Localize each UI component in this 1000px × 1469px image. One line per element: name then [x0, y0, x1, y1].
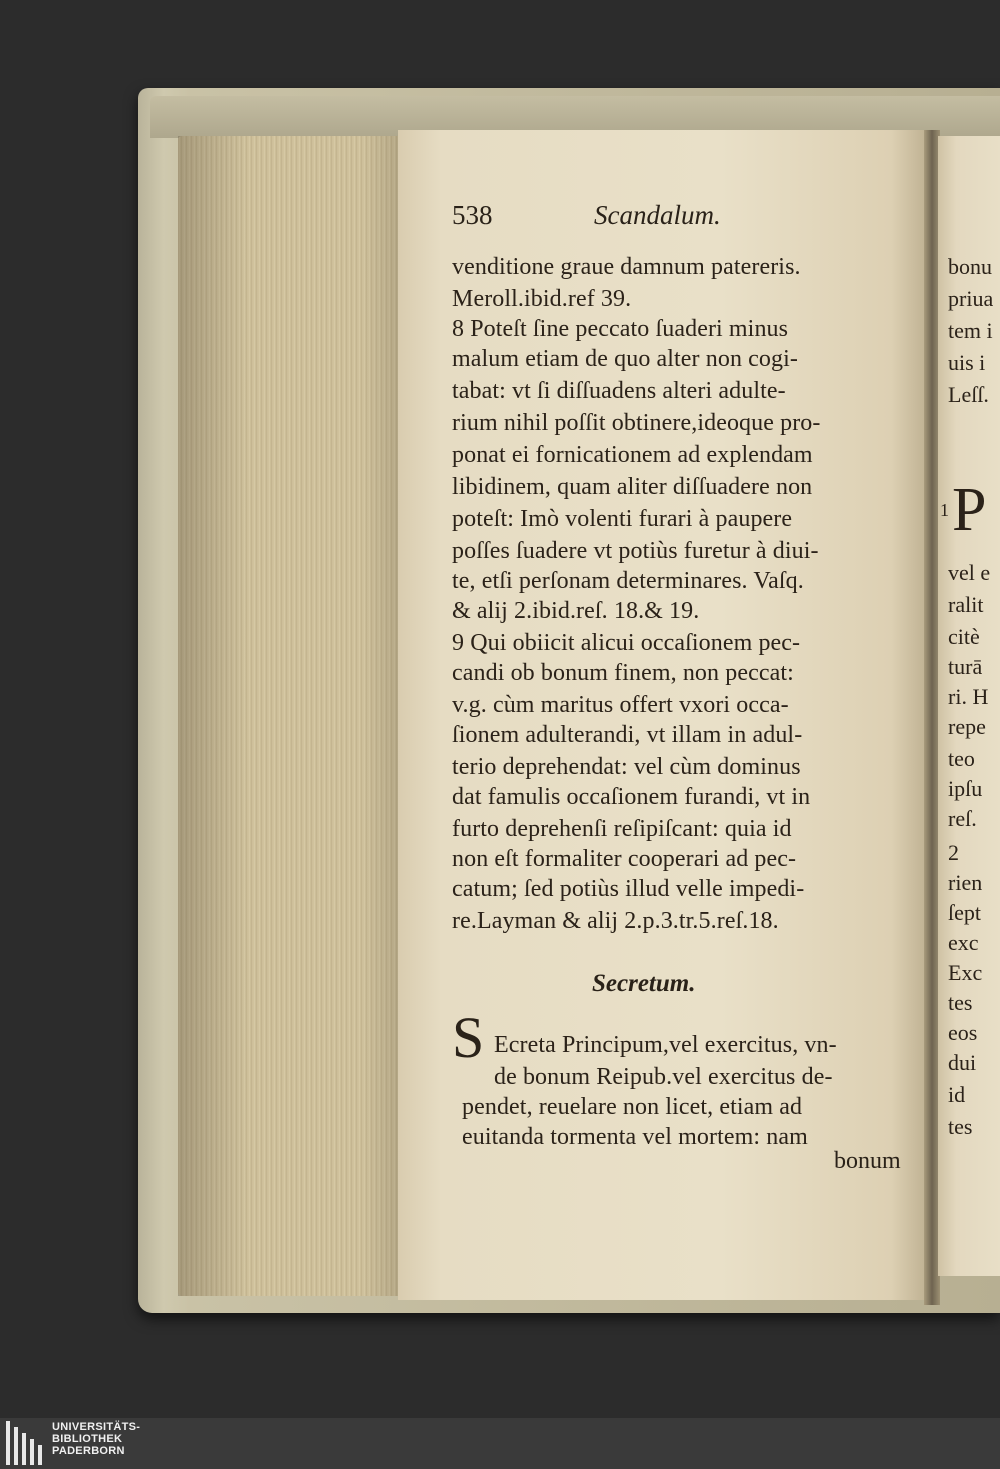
- library-footer-bar: [0, 1418, 1000, 1469]
- right-drop-cap: P: [952, 476, 987, 544]
- text-line: poſſes ſuadere vt potiùs furetur à diui-: [452, 538, 819, 564]
- text-line: v.g. cùm maritus offert vxori occa-: [452, 692, 789, 718]
- text-line: te, etſi perſonam determinares. Vaſq.: [452, 568, 804, 594]
- right-line: citè: [948, 624, 980, 649]
- right-line: turā: [948, 654, 983, 679]
- text-line: re.Layman & alij 2.p.3.tr.5.reſ.18.: [452, 908, 779, 934]
- text-line: non eſt formaliter cooperari ad pec-: [452, 846, 797, 872]
- running-title: Scandalum.: [594, 200, 721, 230]
- right-line: tes: [948, 1114, 973, 1139]
- section-heading: Secretum.: [592, 970, 696, 997]
- right-line: id: [948, 1082, 966, 1107]
- text-line: & alij 2.ibid.reſ. 18.& 19.: [452, 598, 700, 624]
- text-line: malum etiam de quo alter non cogi-: [452, 346, 798, 372]
- text-line: pendet, reuelare non licet, etiam ad: [462, 1094, 803, 1120]
- right-line: ralit: [948, 592, 984, 617]
- right-line: uis i: [948, 350, 986, 375]
- text-line: furto deprehenſi reſipiſcant: quia id: [452, 816, 792, 842]
- text-line: catum; ſed potiùs illud velle impedi-: [452, 876, 805, 902]
- text-line: 8 Poteſt ſine peccato ſuaderi minus: [452, 316, 789, 342]
- text-line: venditione graue damnum patereris.: [452, 254, 801, 280]
- text-line: poteſt: Imò volenti furari à paupere: [452, 506, 793, 532]
- text-line: ponat ei fornicationem ad explendam: [452, 442, 813, 468]
- right-line: ſept: [948, 900, 981, 925]
- right-line: teo: [948, 746, 975, 771]
- right-line: repe: [948, 714, 986, 739]
- right-line: ipſu: [948, 776, 983, 801]
- text-line: rium nihil poſſit obtinere,ideoque pro-: [452, 410, 821, 436]
- library-name: [52, 1421, 140, 1457]
- right-line: reſ.: [948, 806, 977, 831]
- right-line: eos: [948, 1020, 978, 1045]
- text-line: Meroll.ibid.ref 39.: [452, 286, 632, 312]
- running-head: [452, 200, 922, 236]
- right-line: dui: [948, 1050, 977, 1075]
- page-number: 538: [452, 200, 493, 230]
- library-name-line3: PADERBORN: [52, 1445, 125, 1457]
- right-line: tem i: [948, 318, 993, 343]
- text-line: dat famulis occaſionem furandi, vt in: [452, 784, 811, 810]
- text-line: de bonum Reipub.vel exercitus de-: [494, 1064, 833, 1090]
- text-line: 9 Qui obiicit alicui occaſionem pec-: [452, 630, 801, 656]
- text-line: Ecreta Principum,vel exercitus, vn-: [494, 1032, 837, 1058]
- right-line: bonu: [948, 254, 992, 279]
- right-line: Leſſ.: [948, 382, 989, 407]
- right-line: ri. H: [948, 684, 989, 709]
- right-line: rien: [948, 870, 983, 895]
- library-name-line2: BIBLIOTHEK: [52, 1433, 123, 1445]
- text-line: candi ob bonum finem, non peccat:: [452, 660, 794, 686]
- text-line: euitanda tormenta vel mortem: nam: [462, 1124, 808, 1150]
- right-number: 1: [940, 500, 949, 520]
- right-line: exc: [948, 930, 979, 955]
- fore-edge-shading: [178, 136, 408, 1296]
- right-line: priua: [948, 286, 994, 311]
- text-line: tabat: vt ſi diſſuadens alteri adulte-: [452, 378, 786, 404]
- right-line: tes: [948, 990, 973, 1015]
- text-line: ſionem adulterandi, vt illam in adul-: [452, 722, 803, 748]
- library-logo-icon: [6, 1421, 46, 1465]
- text-line: terio deprehendat: vel cùm dominus: [452, 754, 801, 780]
- catchword: bonum: [834, 1148, 901, 1174]
- right-line: 2: [948, 840, 959, 865]
- right-line: Exc: [948, 960, 983, 985]
- text-line: libidinem, quam aliter diſſuadere non: [452, 474, 813, 500]
- right-line: vel e: [948, 560, 991, 585]
- drop-cap: S: [452, 1005, 485, 1070]
- library-name-line1: UNIVERSITÄTS-: [52, 1421, 141, 1433]
